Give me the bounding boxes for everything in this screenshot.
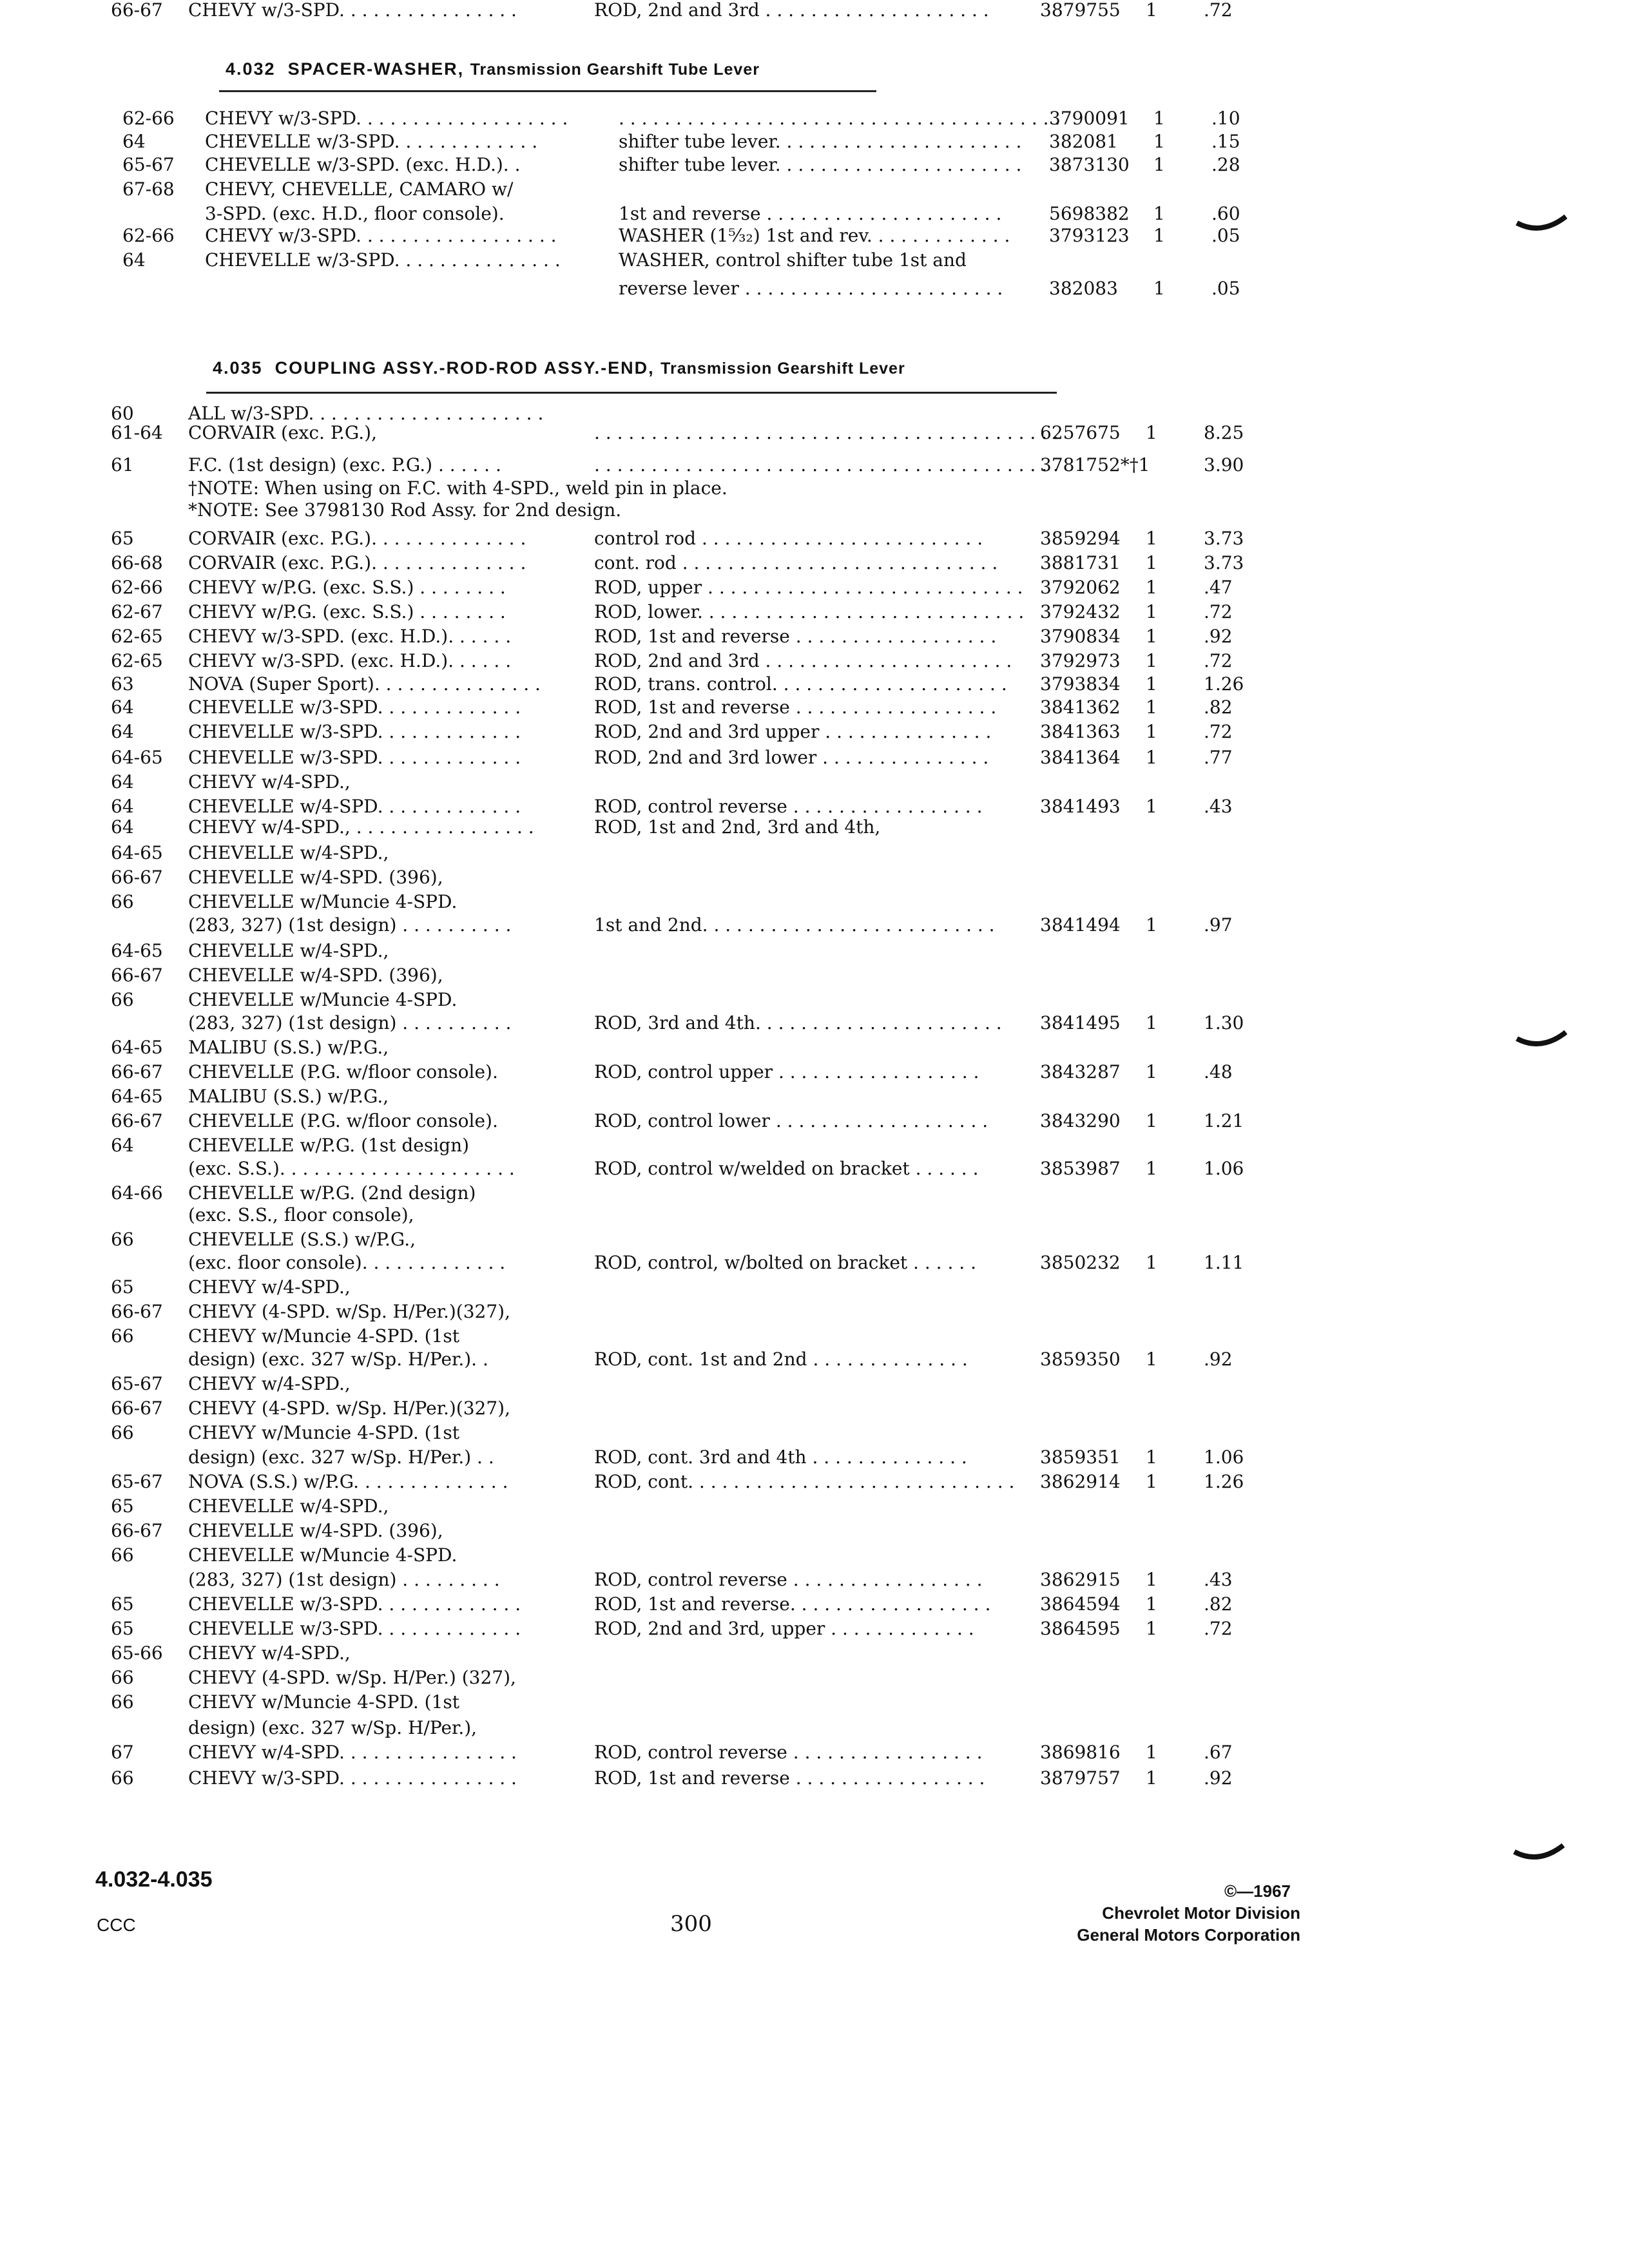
section-subtitle: Transmission Gearshift Tube Lever xyxy=(470,61,760,79)
row-part-number: 3843290 xyxy=(1040,1110,1121,1131)
row-year: 64 xyxy=(111,721,134,742)
row-part-number: 3790091 xyxy=(1049,108,1130,129)
row-price: .72 xyxy=(1204,721,1233,742)
row-year: 66-67 xyxy=(111,965,163,986)
row-model: ALL w/3-SPD. . . . . . . . . . . . . . . . . . . . . xyxy=(188,403,544,424)
row-year: 65-67 xyxy=(111,1373,163,1394)
row-quantity: 1 xyxy=(1146,1569,1157,1590)
row-quantity: 1 xyxy=(1146,626,1157,647)
row-model: CHEVELLE w/3-SPD. . . . . . . . . . . . . xyxy=(188,721,521,742)
row-model: NOVA (Super Sport). . . . . . . . . . . . . . . xyxy=(188,673,541,695)
row-part-number: 3841363 xyxy=(1040,721,1121,742)
row-year: 66-67 xyxy=(111,1061,163,1082)
row-quantity: 1 xyxy=(1146,601,1157,622)
row-price: .82 xyxy=(1204,1593,1233,1615)
section-code: 4.035 xyxy=(213,358,263,378)
row-price: .97 xyxy=(1204,914,1233,936)
row-model: CHEVELLE w/4-SPD., xyxy=(188,1495,389,1517)
row-price: 1.06 xyxy=(1204,1446,1244,1468)
row-year: 67 xyxy=(111,1742,134,1763)
row-description: ROD, control, w/bolted on bracket . . . . . . xyxy=(594,1252,976,1273)
footer-range: 4.032-4.035 xyxy=(95,1867,213,1892)
row-description: ROD, 3rd and 4th. . . . . . . . . . . . . . . . . . . . . . xyxy=(594,1012,1002,1033)
row-model: CHEVELLE w/Muncie 4-SPD. xyxy=(188,1544,458,1566)
row-model: CHEVELLE (P.G. w/floor console). xyxy=(188,1061,498,1082)
row-quantity: 1 xyxy=(1146,697,1157,718)
row-model: CHEVY w/4-SPD. . . . . . . . . . . . . . . . xyxy=(188,1742,517,1763)
row-price: .43 xyxy=(1204,796,1233,817)
row-quantity: 1 xyxy=(1146,1767,1157,1789)
footer-code: CCC xyxy=(97,1915,136,1935)
row-description: shifter tube lever. . . . . . . . . . . . . . . . . . . . . . xyxy=(619,154,1022,175)
row-part-number: 3841495 xyxy=(1040,1012,1121,1033)
row-description: control rod . . . . . . . . . . . . . . . . . . . . . . . . . xyxy=(594,528,983,549)
row-price: 1.26 xyxy=(1204,1471,1244,1492)
row-part-number: 3859351 xyxy=(1040,1446,1121,1468)
row-quantity: 1 xyxy=(1146,577,1157,598)
row-part-number: 3859350 xyxy=(1040,1349,1121,1370)
row-model: CHEVELLE w/4-SPD., xyxy=(188,842,389,863)
row-quantity: 1 xyxy=(1153,225,1165,246)
row-quantity: 1 xyxy=(1146,422,1157,443)
row-year: 66-68 xyxy=(111,552,163,573)
row-model: MALIBU (S.S.) w/P.G., xyxy=(188,1037,389,1058)
row-year: 66 xyxy=(111,1325,134,1347)
row-quantity: 1 xyxy=(1146,552,1157,573)
footer-corporation: General Motors Corporation xyxy=(1077,1925,1300,1945)
row-quantity: 1 xyxy=(1146,650,1157,671)
row-model: CHEVY w/4-SPD., xyxy=(188,1276,351,1298)
row-description: ROD, 1st and reverse . . . . . . . . . . . . . . . . . xyxy=(594,1767,985,1789)
row-description: ROD, 2nd and 3rd lower . . . . . . . . . . . . . . . xyxy=(594,747,989,768)
row-year: 66-67 xyxy=(111,1110,163,1131)
row-price: 8.25 xyxy=(1204,422,1244,443)
row-quantity: 1 xyxy=(1146,914,1157,936)
row-part-number: 3879757 xyxy=(1040,1767,1121,1789)
row-year: 65 xyxy=(111,1276,134,1298)
row-part-number: 3864594 xyxy=(1040,1593,1121,1615)
row-model: CHEVY w/Muncie 4-SPD. (1st xyxy=(188,1325,460,1347)
row-part-number: 3841493 xyxy=(1040,796,1121,817)
row-year: 60 xyxy=(111,403,134,424)
row-description: . . . . . . . . . . . . . . . . . . . . . . . . . . . . . . . . . . . . . . . . . xyxy=(594,422,1059,443)
row-description: ROD, 2nd and 3rd upper . . . . . . . . . . . . . . . xyxy=(594,721,992,742)
row-part-number: 5698382 xyxy=(1049,203,1130,224)
section-title: SPACER-WASHER, xyxy=(287,59,465,79)
row-description: ROD, cont. . . . . . . . . . . . . . . . . . . . . . . . . . . . . xyxy=(594,1471,1015,1492)
row-year: 66 xyxy=(111,1667,134,1688)
row-model: CHEVELLE (P.G. w/floor console). xyxy=(188,1110,498,1131)
row-year: 65-67 xyxy=(111,1471,163,1492)
row-price: .60 xyxy=(1211,203,1240,224)
row-model: CHEVY w/4-SPD., xyxy=(188,1642,351,1664)
row-part-number: 3841362 xyxy=(1040,697,1121,718)
row-year: 64 xyxy=(111,1135,134,1156)
row-price: .72 xyxy=(1204,0,1233,21)
footer-division: Chevrolet Motor Division xyxy=(1102,1903,1300,1923)
row-price: 1.26 xyxy=(1204,673,1244,695)
row-part-number: 3793834 xyxy=(1040,673,1121,695)
row-quantity: 1 xyxy=(1146,796,1157,817)
row-part-number: 3862915 xyxy=(1040,1569,1121,1590)
row-year: 66 xyxy=(111,989,134,1010)
row-quantity: 1 xyxy=(1146,1012,1157,1033)
row-year: 62-65 xyxy=(111,626,163,647)
row-model: CHEVELLE w/3-SPD. . . . . . . . . . . . . xyxy=(188,747,521,768)
row-description: ROD, upper . . . . . . . . . . . . . . . . . . . . . . . . . . . . xyxy=(594,577,1023,598)
row-part-number: 382081 xyxy=(1049,131,1118,152)
row-model: F.C. (1st design) (exc. P.G.) . . . . . . xyxy=(188,454,501,476)
row-model: 3-SPD. (exc. H.D., floor console). xyxy=(205,203,505,224)
row-quantity: 1 xyxy=(1146,1742,1157,1763)
section-heading-underline xyxy=(206,392,1057,394)
row-model: CHEVELLE w/Muncie 4-SPD. xyxy=(188,989,458,1010)
row-description: ROD, trans. control. . . . . . . . . . . . . . . . . . . . . xyxy=(594,673,1007,695)
row-quantity: 1 xyxy=(1146,1446,1157,1468)
row-description: . . . . . . . . . . . . . . . . . . . . . . . . . . . . . . . . . . . . . . . . . xyxy=(594,454,1059,476)
row-year: 64-65 xyxy=(111,747,163,768)
row-model: CHEVELLE w/3-SPD. . . . . . . . . . . . . xyxy=(205,131,538,152)
row-year: 65 xyxy=(111,1593,134,1615)
row-year: 62-67 xyxy=(111,601,163,622)
row-year: 62-66 xyxy=(111,577,163,598)
row-year: 65 xyxy=(111,1495,134,1517)
row-year: 63 xyxy=(111,673,134,695)
row-year: 66 xyxy=(111,1767,134,1789)
row-model: CHEVELLE w/4-SPD. (396), xyxy=(188,1520,443,1541)
section-code: 4.032 xyxy=(226,59,276,79)
row-year: 66-67 xyxy=(111,1301,163,1322)
row-year: 61-64 xyxy=(111,422,163,443)
row-price: .82 xyxy=(1204,697,1233,718)
row-model: CORVAIR (exc. P.G.). . . . . . . . . . . . . . xyxy=(188,552,526,573)
row-model: CHEVY w/3-SPD. . . . . . . . . . . . . . . . . . xyxy=(205,225,557,246)
row-model: design) (exc. 327 w/Sp. H/Per.), xyxy=(188,1717,477,1738)
row-model: CHEVY w/4-SPD., xyxy=(188,1373,351,1394)
row-model: CORVAIR (exc. P.G.). . . . . . . . . . . . . . xyxy=(188,528,526,549)
row-quantity: 1 xyxy=(1153,203,1165,224)
row-description: shifter tube lever. . . . . . . . . . . . . . . . . . . . . . xyxy=(619,131,1022,152)
row-year: 65-67 xyxy=(122,154,175,175)
row-price: .05 xyxy=(1211,278,1240,299)
row-model: CHEVY w/3-SPD. (exc. H.D.). . . . . . xyxy=(188,626,512,647)
row-year: 64 xyxy=(122,249,146,271)
row-part-number: 382083 xyxy=(1049,278,1118,299)
row-model: CHEVY w/Muncie 4-SPD. (1st xyxy=(188,1691,460,1713)
row-price: .67 xyxy=(1204,1742,1233,1763)
row-quantity: 1 xyxy=(1153,131,1165,152)
row-part-number: 3862914 xyxy=(1040,1471,1121,1492)
section-heading-4-032 xyxy=(226,59,760,79)
row-price: .92 xyxy=(1204,1349,1233,1370)
row-description: ROD, control reverse . . . . . . . . . . . . . . . . . xyxy=(594,1569,983,1590)
row-price: 1.06 xyxy=(1204,1158,1244,1179)
row-year: 61 xyxy=(111,454,134,476)
row-price: .15 xyxy=(1211,131,1240,152)
row-description: ROD, control upper . . . . . . . . . . . . . . . . . . xyxy=(594,1061,979,1082)
row-price: .92 xyxy=(1204,626,1233,647)
row-model: CHEVELLE w/3-SPD. . . . . . . . . . . . . . . xyxy=(205,249,561,271)
row-part-number: 3873130 xyxy=(1049,154,1130,175)
row-model: CHEVELLE w/P.G. (1st design) xyxy=(188,1135,470,1156)
row-quantity: 1 xyxy=(1146,1593,1157,1615)
row-model: CHEVY w/3-SPD. . . . . . . . . . . . . . . . xyxy=(188,1767,517,1789)
row-model: CHEVELLE w/4-SPD. (396), xyxy=(188,867,443,888)
row-model: CHEVELLE w/3-SPD. . . . . . . . . . . . . xyxy=(188,1593,521,1615)
row-quantity: 1 xyxy=(1153,278,1165,299)
row-description: ROD, 2nd and 3rd, upper . . . . . . . . . . . . . xyxy=(594,1618,974,1639)
row-description: ROD, lower. . . . . . . . . . . . . . . . . . . . . . . . . . . . . xyxy=(594,601,1025,622)
row-part-number: 3859294 xyxy=(1040,528,1121,549)
row-model: (exc. S.S., floor console), xyxy=(188,1204,414,1225)
row-part-number: 3850232 xyxy=(1040,1252,1121,1273)
row-model: design) (exc. 327 w/Sp. H/Per.). . xyxy=(188,1349,488,1370)
row-description: ROD, 2nd and 3rd . . . . . . . . . . . . . . . . . . . . xyxy=(594,0,989,21)
row-model: CHEVELLE w/3-SPD. . . . . . . . . . . . . xyxy=(188,697,521,718)
row-description: ROD, 2nd and 3rd . . . . . . . . . . . . . . . . . . . . . . xyxy=(594,650,1012,671)
row-part-number: 3869816 xyxy=(1040,1742,1121,1763)
row-model: CHEVELLE w/4-SPD. (396), xyxy=(188,965,443,986)
row-price: 1.11 xyxy=(1204,1252,1244,1273)
row-model: CHEVY w/3-SPD. (exc. H.D.). . . . . . xyxy=(188,650,512,671)
row-model: CHEVY w/3-SPD. . . . . . . . . . . . . . . . xyxy=(188,0,517,21)
row-price: .10 xyxy=(1211,108,1240,129)
row-part-number: 3864595 xyxy=(1040,1618,1121,1639)
row-part-number: 3790834 xyxy=(1040,626,1121,647)
row-description: ROD, 1st and reverse. . . . . . . . . . . . . . . . . . xyxy=(594,1593,991,1615)
row-description: 1st and 2nd. . . . . . . . . . . . . . . . . . . . . . . . . . xyxy=(594,914,995,936)
binding-mark-icon xyxy=(1516,214,1567,233)
row-model: †NOTE: When using on F.C. with 4-SPD., weld pin in place. xyxy=(188,477,728,499)
row-description: reverse lever . . . . . . . . . . . . . . . . . . . . . . . xyxy=(619,278,1003,299)
row-description: ROD, control lower . . . . . . . . . . . . . . . . . . . xyxy=(594,1110,988,1131)
row-quantity: 1 xyxy=(1146,1110,1157,1131)
row-model: CHEVY w/4-SPD., xyxy=(188,771,351,793)
row-model: NOVA (S.S.) w/P.G. . . . . . . . . . . . . . xyxy=(188,1471,508,1492)
row-year: 64-66 xyxy=(111,1182,163,1204)
row-description: WASHER, control shifter tube 1st and xyxy=(619,249,967,271)
row-quantity: 1 xyxy=(1146,528,1157,549)
row-year: 66 xyxy=(111,1229,134,1250)
row-price: .92 xyxy=(1204,1767,1233,1789)
row-year: 66-67 xyxy=(111,1398,163,1419)
row-quantity: 1 xyxy=(1146,1349,1157,1370)
row-description: ROD, 1st and reverse . . . . . . . . . . . . . . . . . . xyxy=(594,697,997,718)
row-model: (exc. S.S.). . . . . . . . . . . . . . . . . . . . . xyxy=(188,1158,515,1179)
row-description: 1st and reverse . . . . . . . . . . . . . . . . . . . . . xyxy=(619,203,1002,224)
row-year: 66-67 xyxy=(111,0,163,21)
row-model: CHEVY w/P.G. (exc. S.S.) . . . . . . . . xyxy=(188,577,506,598)
page-number: 300 xyxy=(670,1911,712,1937)
row-model: MALIBU (S.S.) w/P.G., xyxy=(188,1086,389,1107)
row-model: CHEVY (4-SPD. w/Sp. H/Per.) (327), xyxy=(188,1667,516,1688)
row-year: 64 xyxy=(111,796,134,817)
row-part-number: 3841364 xyxy=(1040,747,1121,768)
row-model: design) (exc. 327 w/Sp. H/Per.) . . xyxy=(188,1446,494,1468)
row-year: 64-65 xyxy=(111,1086,163,1107)
row-year: 64-65 xyxy=(111,1037,163,1058)
row-year: 62-66 xyxy=(122,225,175,246)
row-year: 66 xyxy=(111,1691,134,1713)
row-description: ROD, 1st and reverse . . . . . . . . . . . . . . . . . . xyxy=(594,626,997,647)
row-description: cont. rod . . . . . . . . . . . . . . . . . . . . . . . . . . . . xyxy=(594,552,998,573)
row-price: 1.21 xyxy=(1204,1110,1244,1131)
row-description: ROD, control w/welded on bracket . . . . . . xyxy=(594,1158,979,1179)
row-model: (exc. floor console). . . . . . . . . . . . . xyxy=(188,1252,506,1273)
row-quantity: 1 xyxy=(1146,1061,1157,1082)
row-price: 3.90 xyxy=(1204,454,1244,476)
row-quantity: 1 xyxy=(1153,154,1165,175)
row-part-number: 3792062 xyxy=(1040,577,1121,598)
row-model: CHEVY, CHEVELLE, CAMARO w/ xyxy=(205,178,514,200)
row-quantity: 1 xyxy=(1146,747,1157,768)
row-model: CHEVY (4-SPD. w/Sp. H/Per.)(327), xyxy=(188,1301,510,1322)
row-description: ROD, 1st and 2nd, 3rd and 4th, xyxy=(594,816,881,838)
section-subtitle: Transmission Gearshift Lever xyxy=(660,360,905,378)
row-part-number: 3881731 xyxy=(1040,552,1121,573)
binding-mark-icon xyxy=(1513,1843,1565,1862)
row-year: 64 xyxy=(111,771,134,793)
section-heading-4-035 xyxy=(213,358,905,378)
binding-mark-icon xyxy=(1516,1030,1567,1049)
row-model: (283, 327) (1st design) . . . . . . . . . xyxy=(188,1569,500,1590)
row-description: WASHER (1⁵⁄₃₂) 1st and rev. . . . . . . . . . . . . xyxy=(619,225,1010,246)
row-price: .77 xyxy=(1204,747,1233,768)
row-part-number: 6257675 xyxy=(1040,422,1121,443)
row-model: CORVAIR (exc. P.G.), xyxy=(188,422,377,443)
section-heading-underline xyxy=(219,90,876,92)
row-price: 3.73 xyxy=(1204,528,1244,549)
row-quantity: 1 xyxy=(1146,1618,1157,1639)
row-model: CHEVELLE w/4-SPD. . . . . . . . . . . . . xyxy=(188,796,521,817)
row-part-number: 3792432 xyxy=(1040,601,1121,622)
row-part-number: 3793123 xyxy=(1049,225,1130,246)
row-model: *NOTE: See 3798130 Rod Assy. for 2nd design. xyxy=(188,499,622,521)
row-price: .47 xyxy=(1204,577,1233,598)
row-price: .72 xyxy=(1204,650,1233,671)
row-price: .28 xyxy=(1211,154,1240,175)
row-year: 66 xyxy=(111,1422,134,1443)
row-model: (283, 327) (1st design) . . . . . . . . . . xyxy=(188,914,512,936)
row-year: 64 xyxy=(111,816,134,838)
row-price: 1.30 xyxy=(1204,1012,1244,1033)
row-description: ROD, control reverse . . . . . . . . . . . . . . . . . xyxy=(594,796,983,817)
row-quantity: 1 xyxy=(1146,721,1157,742)
row-year: 66 xyxy=(111,891,134,912)
row-part-number: 3843287 xyxy=(1040,1061,1121,1082)
row-year: 67-68 xyxy=(122,178,175,200)
row-description: . . . . . . . . . . . . . . . . . . . . . . . . . . . . . . . . . . . . . . . xyxy=(619,108,1061,129)
row-model: CHEVY (4-SPD. w/Sp. H/Per.)(327), xyxy=(188,1398,510,1419)
row-model: CHEVY w/3-SPD. . . . . . . . . . . . . . . . . . . xyxy=(205,108,568,129)
row-year: 65 xyxy=(111,1618,134,1639)
row-year: 65 xyxy=(111,528,134,549)
footer-copyright: ©—1967 xyxy=(1224,1881,1291,1901)
row-model: CHEVELLE w/P.G. (2nd design) xyxy=(188,1182,476,1204)
row-year: 64-65 xyxy=(111,842,163,863)
row-price: .72 xyxy=(1204,1618,1233,1639)
row-quantity: 1 xyxy=(1146,1471,1157,1492)
row-model: CHEVY w/Muncie 4-SPD. (1st xyxy=(188,1422,460,1443)
row-model: (283, 327) (1st design) . . . . . . . . . . xyxy=(188,1012,512,1033)
row-year: 66 xyxy=(111,1544,134,1566)
row-quantity: 1 xyxy=(1146,0,1157,21)
row-description: ROD, cont. 1st and 2nd . . . . . . . . . . . . . . xyxy=(594,1349,968,1370)
row-model: CHEVELLE w/4-SPD., xyxy=(188,940,389,961)
row-model: CHEVELLE w/3-SPD. (exc. H.D.). . xyxy=(205,154,521,175)
row-year: 64-65 xyxy=(111,940,163,961)
row-part-number: 3853987 xyxy=(1040,1158,1121,1179)
row-year: 66-67 xyxy=(111,1520,163,1541)
section-title: COUPLING ASSY.-ROD-ROD ASSY.-END, xyxy=(275,358,655,378)
row-part-number: 3792973 xyxy=(1040,650,1121,671)
row-year: 65-66 xyxy=(111,1642,163,1664)
row-quantity: 1 xyxy=(1146,1158,1157,1179)
row-model: CHEVELLE w/Muncie 4-SPD. xyxy=(188,891,458,912)
row-year: 64 xyxy=(122,131,146,152)
row-price: .05 xyxy=(1211,225,1240,246)
row-year: 62-66 xyxy=(122,108,175,129)
row-quantity: 1 xyxy=(1153,108,1165,129)
row-description: ROD, cont. 3rd and 4th . . . . . . . . . . . . . . xyxy=(594,1446,967,1468)
row-part-number: 3781752*†1 xyxy=(1040,454,1150,476)
row-model: CHEVELLE (S.S.) w/P.G., xyxy=(188,1229,416,1250)
row-part-number: 3879755 xyxy=(1040,0,1121,21)
row-price: .48 xyxy=(1204,1061,1233,1082)
row-year: 64 xyxy=(111,697,134,718)
row-model: CHEVELLE w/3-SPD. . . . . . . . . . . . . xyxy=(188,1618,521,1639)
row-model: CHEVY w/P.G. (exc. S.S.) . . . . . . . . xyxy=(188,601,506,622)
row-price: .72 xyxy=(1204,601,1233,622)
row-price: 3.73 xyxy=(1204,552,1244,573)
row-quantity: 1 xyxy=(1146,673,1157,695)
row-part-number: 3841494 xyxy=(1040,914,1121,936)
row-model: CHEVY w/4-SPD., . . . . . . . . . . . . . . . . xyxy=(188,816,534,838)
row-year: 66-67 xyxy=(111,867,163,888)
row-year: 62-65 xyxy=(111,650,163,671)
row-description: ROD, control reverse . . . . . . . . . . . . . . . . . xyxy=(594,1742,983,1763)
row-price: .43 xyxy=(1204,1569,1233,1590)
row-quantity: 1 xyxy=(1146,1252,1157,1273)
